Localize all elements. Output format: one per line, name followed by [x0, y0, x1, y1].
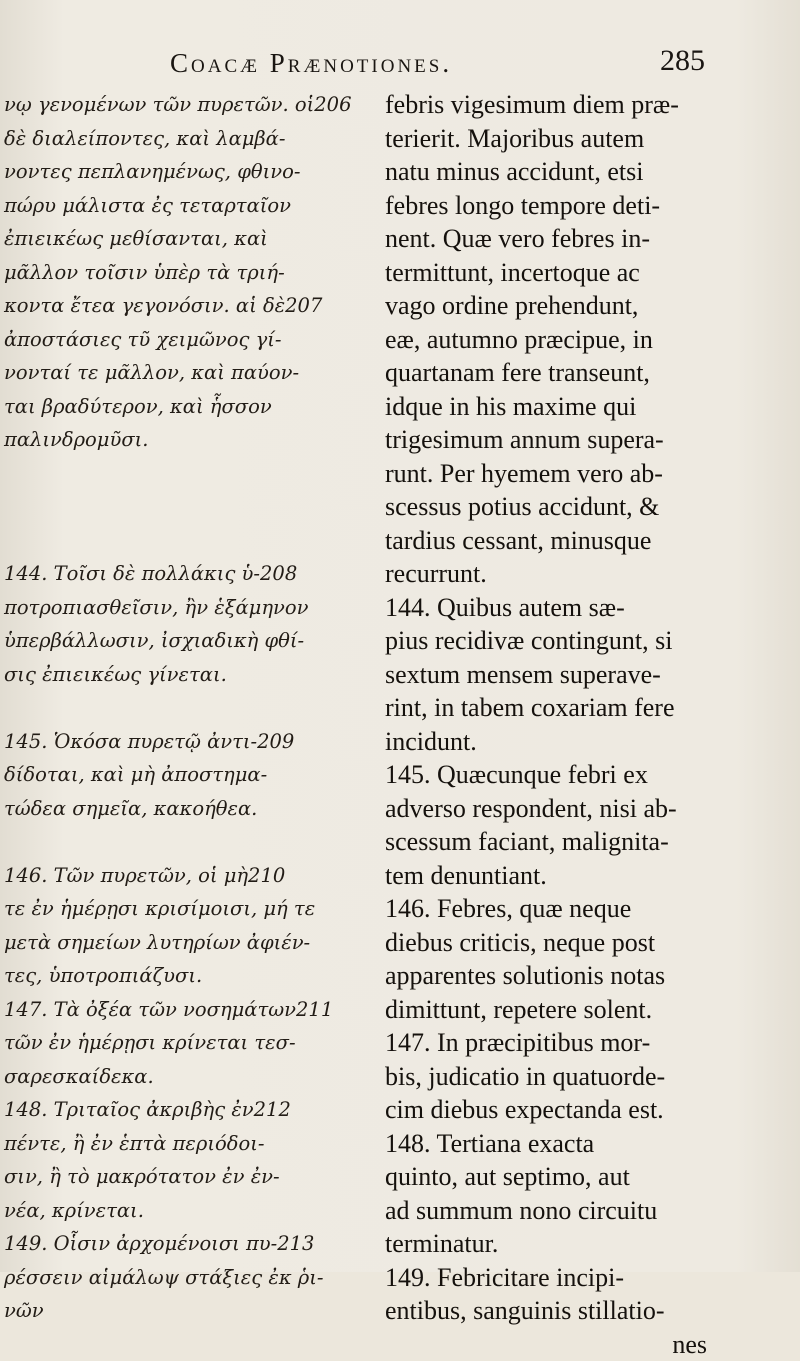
latin-line: apparentes solutionis notas — [385, 959, 707, 993]
latin-line: entibus, sanguinis stillatio- — [385, 1294, 707, 1328]
latin-line: sextum mensem superave- — [385, 658, 707, 692]
latin-line: ad summum nono circuitu — [385, 1194, 707, 1228]
latin-line: natu minus accidunt, etsi — [385, 155, 707, 189]
greek-line: τες, ὑποτροπιάζυσι. — [4, 959, 382, 993]
latin-text-column — [385, 88, 707, 1361]
greek-line: νοντες πεπλανημένως, φθινο- — [4, 155, 382, 189]
latin-line: nent. Quæ vero febres in- — [385, 222, 707, 256]
latin-line: idque in his maxime qui — [385, 390, 707, 424]
greek-line: νῳ γενομένων τῶν πυρετῶν. οἱ206 — [4, 88, 382, 122]
greek-line: ποτροπιασθεῖσιν, ἢν ἑξάμηνον — [4, 591, 382, 625]
latin-line: 146. Febres, quæ neque — [385, 892, 707, 926]
greek-line: κοντα ἔτεα γεγονόσιν. αἱ δὲ207 — [4, 289, 382, 323]
greek-line: 147. Τὰ ὀξέα τῶν νοσημάτων211 — [4, 993, 382, 1027]
latin-line: terierit. Majoribus autem — [385, 122, 707, 156]
latin-line: quartanam fere transeunt, — [385, 356, 707, 390]
greek-line: νῶν — [4, 1294, 382, 1328]
greek-line: παλινδρομῦσι. — [4, 423, 382, 457]
latin-line: terminatur. — [385, 1227, 707, 1261]
latin-line: vago ordine prehendunt, — [385, 289, 707, 323]
latin-line: febres longo tempore deti- — [385, 189, 707, 223]
latin-line: scessus potius accidunt, & — [385, 490, 707, 524]
greek-line — [4, 524, 382, 558]
latin-line: 145. Quæcunque febri ex — [385, 758, 707, 792]
greek-line — [4, 457, 382, 491]
greek-line: πώρυ μάλιστα ἐς τεταρταῖον — [4, 189, 382, 223]
greek-line: ὑπερβάλλωσιν, ἰσχιαδικὴ φθί- — [4, 624, 382, 658]
greek-line: 148. Τριταῖος ἀκριβὴς ἐν212 — [4, 1093, 382, 1127]
greek-line: 149. Οἷσιν ἀρχομένοισι πυ-213 — [4, 1227, 382, 1261]
page-number: 285 — [660, 44, 705, 78]
greek-line: 146. Τῶν πυρετῶν, οἱ μὴ210 — [4, 859, 382, 893]
latin-line: cim diebus expectanda est. — [385, 1093, 707, 1127]
latin-line: tardius cessant, minusque — [385, 524, 707, 558]
latin-line: incidunt. — [385, 725, 707, 759]
greek-line: δὲ διαλείποντες, καὶ λαμβά- — [4, 122, 382, 156]
greek-line: πέντε, ἢ ἐν ἑπτὰ περιόδοι- — [4, 1127, 382, 1161]
latin-line: quinto, aut septimo, aut — [385, 1160, 707, 1194]
latin-line: recurrunt. — [385, 557, 707, 591]
greek-line: νονταί τε μᾶλλον, καὶ παύον- — [4, 356, 382, 390]
greek-line: τε ἐν ἡμέρῃσι κρισίμοισι, μή τε — [4, 892, 382, 926]
greek-line: τῶν ἐν ἡμέρῃσι κρίνεται τεσ- — [4, 1026, 382, 1060]
latin-line: dimittunt, repetere solent. — [385, 993, 707, 1027]
greek-line — [4, 490, 382, 524]
latin-line: pius recidivæ contingunt, si — [385, 624, 707, 658]
latin-line: rint, in tabem coxariam fere — [385, 691, 707, 725]
greek-line — [4, 691, 382, 725]
greek-text-column — [4, 88, 382, 1328]
greek-line: σις ἐπιεικέως γίνεται. — [4, 658, 382, 692]
greek-line: ρέσσειν αἱμάλωψ στάξιες ἐκ ῥι- — [4, 1261, 382, 1295]
running-title: Coacæ Prænotiones. — [170, 48, 452, 79]
latin-line: tem denuntiant. — [385, 859, 707, 893]
greek-line: μᾶλλον τοῖσιν ὑπὲρ τὰ τριή- — [4, 256, 382, 290]
greek-line: σαρεσκαίδεκα. — [4, 1060, 382, 1094]
greek-line: 145. Ὁκόσα πυρετῷ ἀντι-209 — [4, 725, 382, 759]
latin-line: 147. In præcipitibus mor- — [385, 1026, 707, 1060]
latin-line: adverso respondent, nisi ab- — [385, 792, 707, 826]
page-header — [0, 40, 800, 80]
greek-line: ἐπιεικέως μεθίσανται, καὶ — [4, 222, 382, 256]
latin-line: trigesimum annum supera- — [385, 423, 707, 457]
latin-line: bis, judicatio in quatuorde- — [385, 1060, 707, 1094]
greek-line: 144. Τοῖσι δὲ πολλάκις ὑ-208 — [4, 557, 382, 591]
latin-line: termittunt, incertoque ac — [385, 256, 707, 290]
greek-line: ται βραδύτερον, καὶ ἧσσον — [4, 390, 382, 424]
greek-line: μετὰ σημείων λυτηρίων ἀφιέν- — [4, 926, 382, 960]
latin-line: 144. Quibus autem sæ- — [385, 591, 707, 625]
greek-line: τώδεα σημεῖα, κακοήθεα. — [4, 792, 382, 826]
greek-line — [4, 825, 382, 859]
latin-line: 149. Febricitare incipi- — [385, 1261, 707, 1295]
greek-line: νέα, κρίνεται. — [4, 1194, 382, 1228]
latin-line: nes — [385, 1328, 707, 1361]
greek-line: ἀποστάσιες τῦ χειμῶνος γί- — [4, 323, 382, 357]
latin-line: 148. Tertiana exacta — [385, 1127, 707, 1161]
latin-line: runt. Per hyemem vero ab- — [385, 457, 707, 491]
greek-line: σιν, ἢ τὸ μακρότατον ἐν ἐν- — [4, 1160, 382, 1194]
latin-line: scessum faciant, malignita- — [385, 825, 707, 859]
latin-line: febris vigesimum diem præ- — [385, 88, 707, 122]
latin-line: eæ, autumno præcipue, in — [385, 323, 707, 357]
latin-line: diebus criticis, neque post — [385, 926, 707, 960]
greek-line: δίδοται, καὶ μὴ ἀποστημα- — [4, 758, 382, 792]
